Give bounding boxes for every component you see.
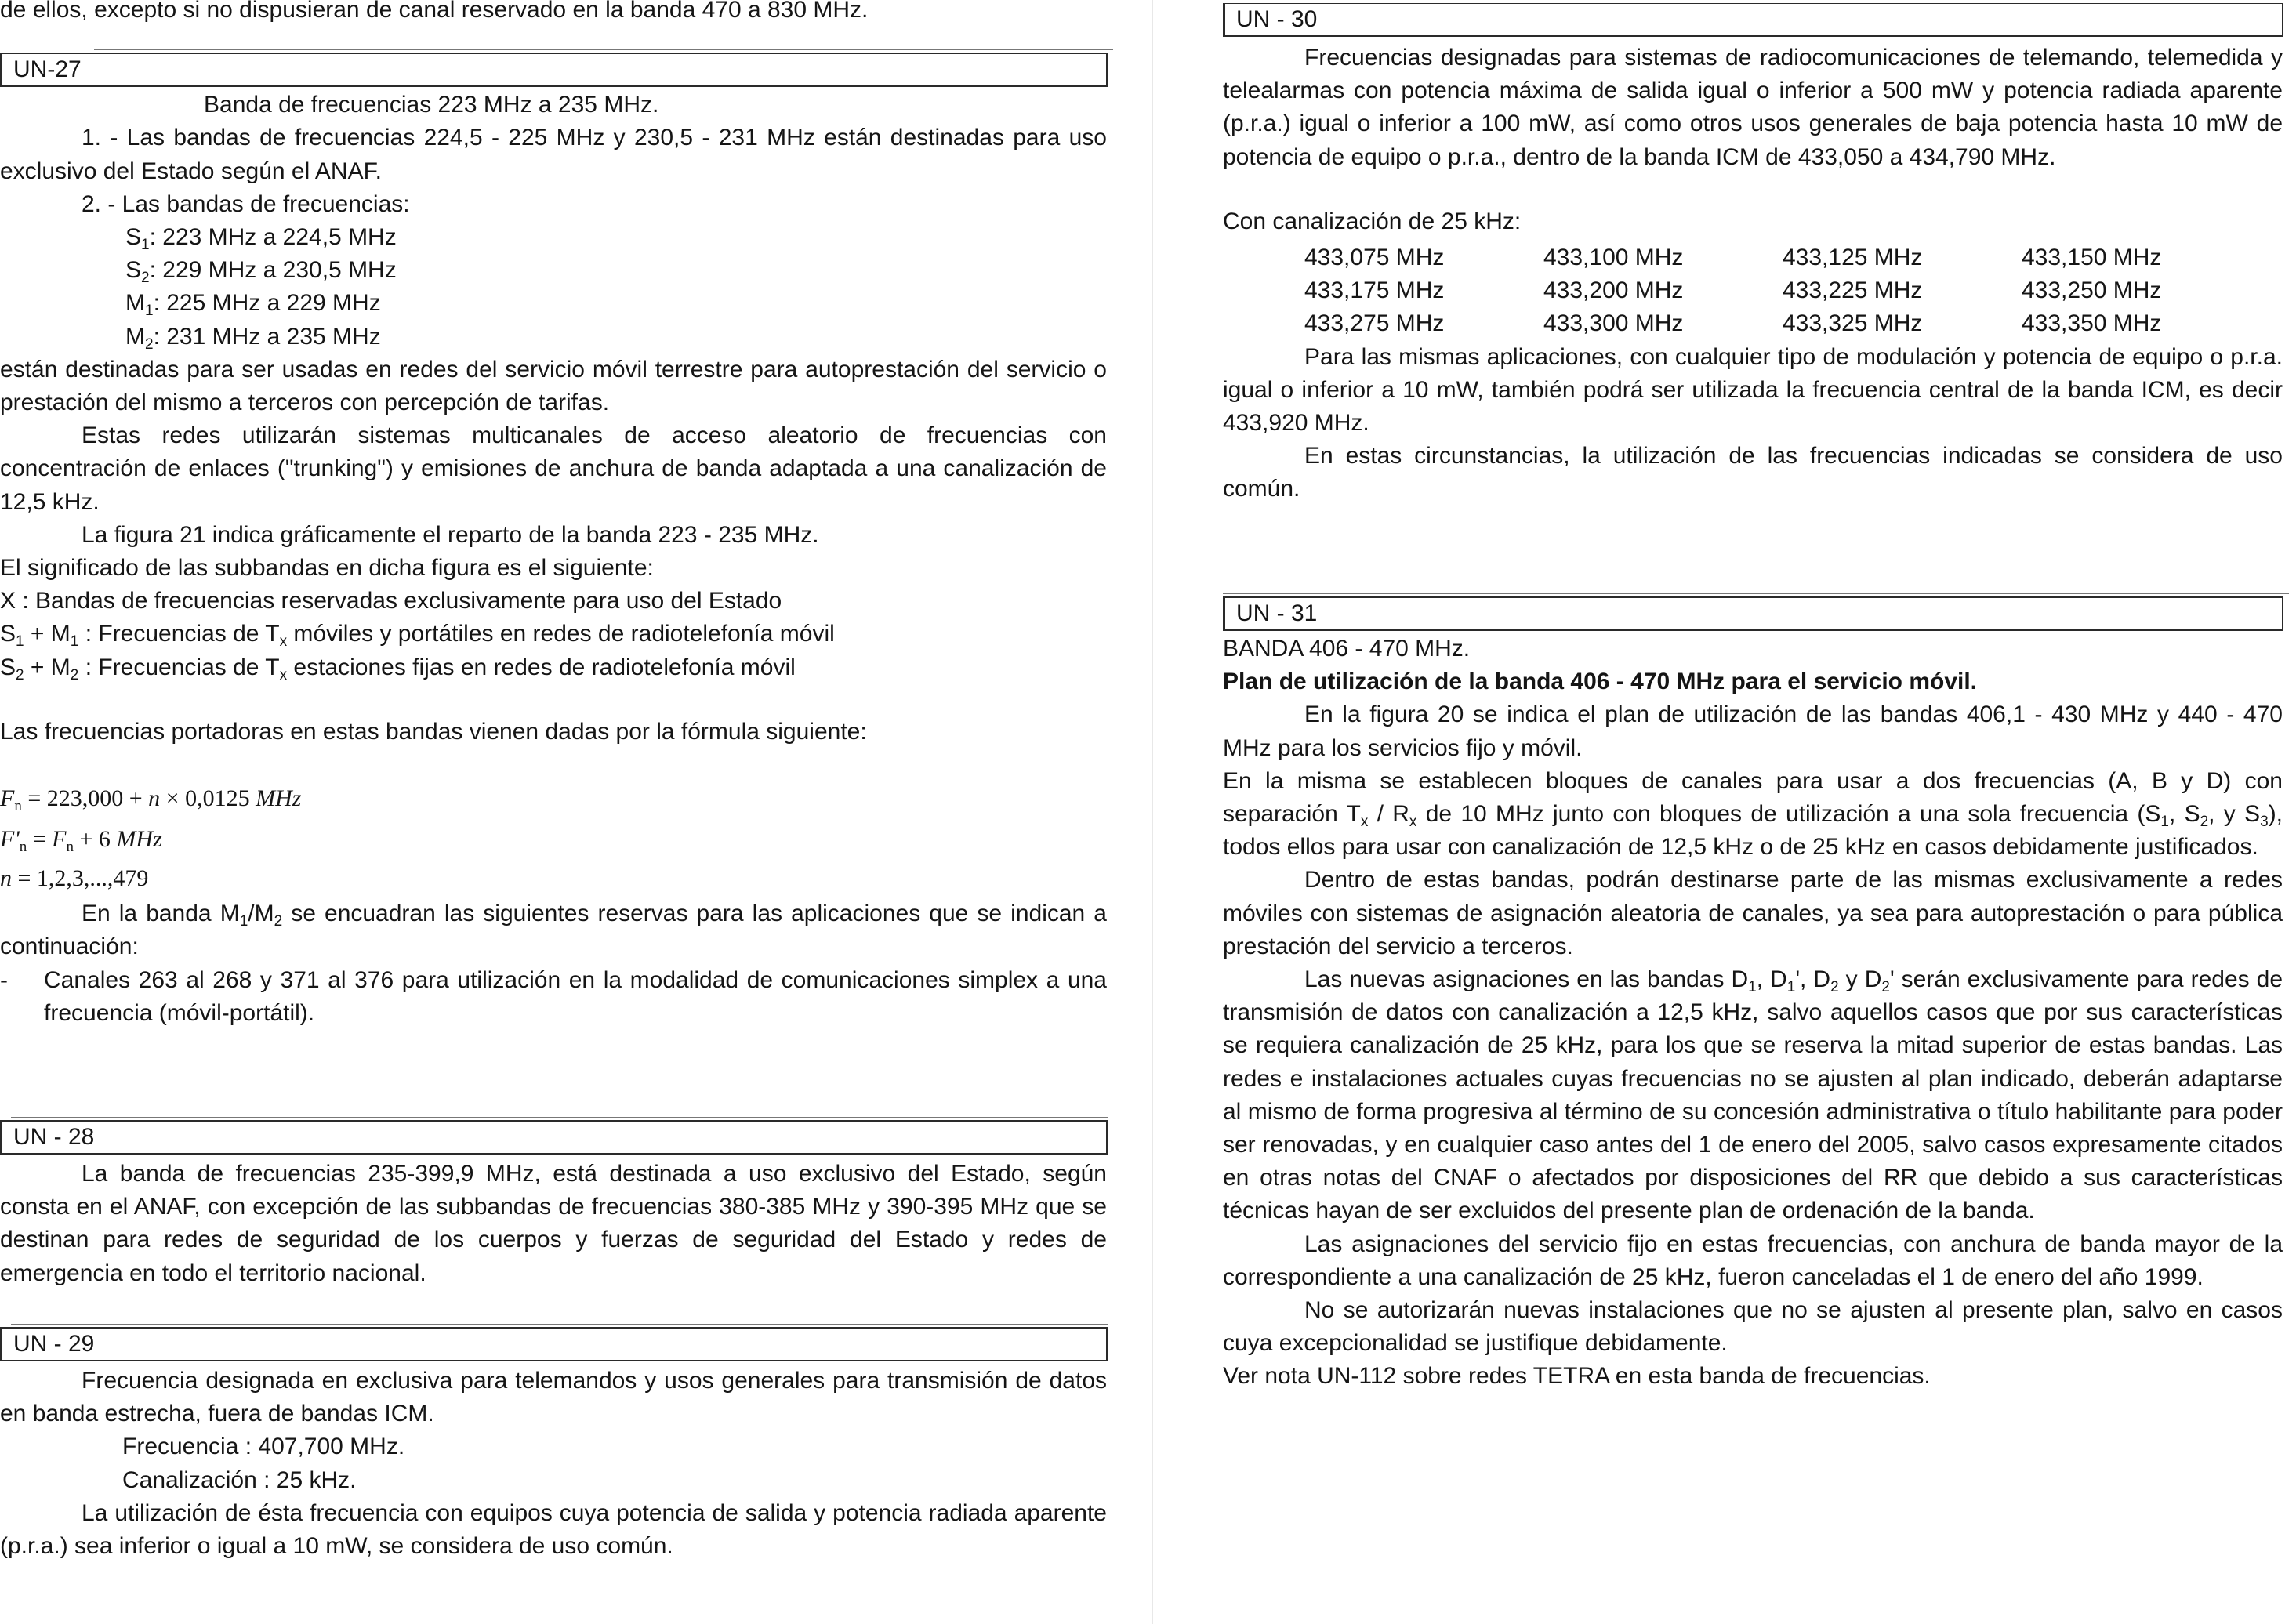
paragraph: En la figura 20 se indica el plan de utilización de las bandas 406,1 - 430 MHz y 440 - 470 MHz para los servicios fijo y móvil. — [1223, 701, 2283, 761]
paragraph: Dentro de estas bandas, podrán destinarse parte de las mismas exclusivamente a redes móviles con sistemas de asignación aleatoria de canales, ya sea para autoprestación o para pública prestación del servicio a terceros. — [1223, 867, 2283, 959]
formula-fn: $F_n = 223,000 + n \times 0,0125$ MHz — [0, 785, 302, 815]
frequency-cell: 433,225 MHz — [1783, 277, 1923, 304]
paragraph: El significado de las subbandas en dicha figura es el siguiente: — [0, 554, 654, 581]
band-title: Banda de frecuencias 223 MHz a 235 MHz. — [204, 92, 659, 118]
paragraph: La figura 21 indica gráficamente el reparto de la banda 223 - 235 MHz. — [82, 521, 819, 548]
band-item: $S_1$: 223 MHz a 224,5 MHz — [125, 224, 397, 254]
paragraph: Para las mismas aplicaciones, con cualquier tipo de modulación y potencia de equipo o p.r.a. igual o inferior a 10 mW, también podrá ser utilizada la frecuencia central de la banda ICM, es decir 433,920 MHz. — [1223, 343, 2283, 436]
reserve-list-item — [0, 964, 1107, 1030]
paragraph: 1. - Las bandas de frecuencias 224,5 - 225 MHz y 230,5 - 231 MHz están destinadas para uso exclusivo del Estado según el ANAF. — [0, 125, 1107, 184]
list-item-text: Canales 263 al 268 y 371 al 376 para utilización en la modalidad de comunicaciones simplex a una frecuencia (móvil-portátil). — [44, 966, 1107, 1026]
section-heading-label: UN - 31 — [1236, 600, 1318, 626]
paragraph: Las nuevas asignaciones en las bandas $D_1$, $D_1'$, $D_2$ y $D_2'$ serán exclusivamente para redes de transmisión de datos con canalización a 12,5 kHz, salvo aquellos casos que por sus características se requiera canalización de 25 kHz, para los que se reserva la mitad superior de estas bandas. Las redes e instalaciones actuales cuyas frecuencias no se ajusten al plan indicado, deberán adaptarse al mismo de forma progresiva al término de su concesión administrativa o título habilitante para poder ser renovadas, y en cualquier caso antes del 1 de enero del 2005, salvo casos expresamente citados en otras notas del CNAF o afectados por disposiciones del RR que debido a sus características técnicas hayan de ser excluidos del presente plan de ordenación de la banda. — [1223, 966, 2283, 1224]
section-heading-un27 — [0, 53, 1108, 87]
paragraph: Las frecuencias portadoras en estas bandas vienen dadas por la fórmula siguiente: — [0, 718, 867, 745]
section-heading-label: UN - 28 — [13, 1124, 95, 1150]
section-un27 — [0, 53, 1107, 1030]
section-heading-un31 — [1223, 596, 2283, 631]
band-title: BANDA 406 - 470 MHz. — [1223, 636, 1471, 662]
legend-s1-m1: $S_1 + M_1$ : Frecuencias de $T_x$ móviles y portátiles en redes de radiotelefonía móvil — [0, 621, 835, 651]
paragraph: En la misma se establecen bloques de canales para usar a dos frecuencias (A, B y D) con separación $T_x / R_x$ de 10 MHz junto con bloques de utilización a una sola frecuencia ($S_1$, $S_2$, y $S_3$), todos ellos para usar con canalización de 12,5 kHz o de 25 kHz en casos debidamente justificados. — [1223, 767, 2283, 861]
frequency-line: Frecuencia : 407,700 MHz. — [122, 1434, 405, 1460]
paragraph: 2. - Las bandas de frecuencias: — [82, 190, 410, 217]
band-list — [125, 221, 1107, 353]
section-heading-un30 — [1223, 3, 2283, 37]
paragraph: Ver nota UN-112 sobre redes TETRA en esta banda de frecuencias. — [1223, 1363, 1931, 1390]
section-rule — [11, 1324, 1108, 1325]
paragraph: La utilización de ésta frecuencia con equipos cuya potencia de salida y potencia radiada aparente (p.r.a.) sea inferior o igual a 10 mW, se considera de uso común. — [0, 1499, 1107, 1560]
frequency-cell: 433,200 MHz — [1543, 277, 1684, 304]
section-un29 — [0, 1327, 1107, 1563]
section-heading-label: UN - 29 — [13, 1331, 95, 1357]
frequency-table — [1304, 241, 2283, 341]
section-rule — [1223, 593, 2289, 594]
band-item: $M_2$: 231 MHz a 235 MHz — [125, 323, 381, 353]
frequency-cell: 433,300 MHz — [1543, 310, 1684, 337]
frequency-cell: 433,175 MHz — [1304, 277, 1445, 304]
channel-spacing-line: Canalización : 25 kHz. — [122, 1466, 357, 1493]
section-heading-label: UN-27 — [13, 56, 82, 83]
section-rule — [94, 49, 1113, 50]
paragraph: En estas circunstancias, la utilización de las frecuencias indicadas se considera de uso común. — [1223, 443, 2283, 502]
frequency-cell: 433,100 MHz — [1543, 245, 1684, 271]
formula-n-range: n = 1,2,3,...,479 — [0, 865, 149, 892]
section-un31 — [1223, 596, 2283, 1394]
list-dash: - — [0, 966, 8, 993]
paragraph: Frecuencias designadas para sistemas de radiocomunicaciones de telemando, telemedida y telealarmas con potencia máxima de salida igual o inferior a 500 mW y potencia radiada aparente (p.r.a.) igual o inferior a 100 mW, así como otros usos generales de baja potencia hasta 10 mW de potencia de equipo o p.r.a., dentro de la banda ICM de 433,050 a 434,790 MHz. — [1223, 45, 2283, 170]
frequency-cell: 433,150 MHz — [2022, 245, 2162, 271]
section-heading-un28 — [0, 1120, 1108, 1155]
legend-x: X : Bandas de frecuencias reservadas exclusivamente para uso del Estado — [0, 588, 782, 614]
frequency-cell: 433,275 MHz — [1304, 310, 1445, 337]
section-heading-label: UN - 30 — [1236, 6, 1318, 32]
plan-title: Plan de utilización de la banda 406 - 470 MHz para el servicio móvil. — [1223, 669, 1978, 695]
frequency-cell: 433,350 MHz — [2022, 310, 2162, 337]
band-item: $M_1$: 225 MHz a 229 MHz — [125, 290, 381, 320]
paragraph: En la banda $M_1/M_2$ se encuadran las siguientes reservas para las aplicaciones que se indican a continuación: — [0, 901, 1107, 960]
paragraph: Estas redes utilizarán sistemas multicanales de acceso aleatorio de frecuencias con concentración de enlaces ("trunking") y emisiones de anchura de banda adaptada a una canalización de 12,5 kHz. — [0, 422, 1107, 515]
section-un30 — [1223, 3, 2283, 506]
frequency-cell: 433,250 MHz — [2022, 277, 2162, 304]
paragraph: La banda de frecuencias 235-399,9 MHz, está destinada a uso exclusivo del Estado, según consta en el ANAF, con excepción de las subbandas de frecuencias 380-385 MHz y 390-395 MHz que se destinan para redes de seguridad de los cuerpos y fuerzas de seguridad del Estado y redes de emergencia en todo el territorio nacional. — [0, 1161, 1107, 1286]
band-item: $S_2$: 229 MHz a 230,5 MHz — [125, 257, 397, 287]
page-fold-line — [1152, 0, 1153, 1624]
paragraph: Frecuencia designada en exclusiva para telemandos y usos generales para transmisión de datos en banda estrecha, fuera de bandas ICM. — [0, 1368, 1107, 1427]
frequency-cell: 433,125 MHz — [1783, 245, 1923, 271]
top-continuation-line: de ellos, excepto si no dispusieran de canal reservado en la banda 470 a 830 MHz. — [0, 0, 869, 23]
section-un28 — [0, 1120, 1107, 1290]
frequency-cell: 433,325 MHz — [1783, 310, 1923, 337]
paragraph: están destinadas para ser usadas en redes del servicio móvil terrestre para autoprestación del servicio o prestación del mismo a terceros con percepción de tarifas. — [0, 356, 1107, 415]
frequency-cell: 433,075 MHz — [1304, 245, 1445, 271]
formula-fn-prime: $F'_n = F_n + 6$ MHz — [0, 826, 162, 856]
channel-intro: Con canalización de 25 kHz: — [1223, 208, 1522, 234]
legend-s2-m2: $S_2 + M_2$ : Frecuencias de $T_x$ estaciones fijas en redes de radiotelefonía móvil — [0, 654, 796, 683]
paragraph: Las asignaciones del servicio fijo en estas frecuencias, con anchura de banda mayor de la correspondiente a una canalización de 25 kHz, fueron canceladas el 1 de enero del año 1999. — [1223, 1231, 2283, 1290]
section-rule — [11, 1117, 1108, 1118]
paragraph: No se autorizarán nuevas instalaciones que no se ajusten al presente plan, salvo en casos cuya excepcionalidad se justifique debidamente. — [1223, 1297, 2283, 1357]
left-column — [0, 0, 1107, 1560]
section-heading-un29 — [0, 1327, 1108, 1361]
